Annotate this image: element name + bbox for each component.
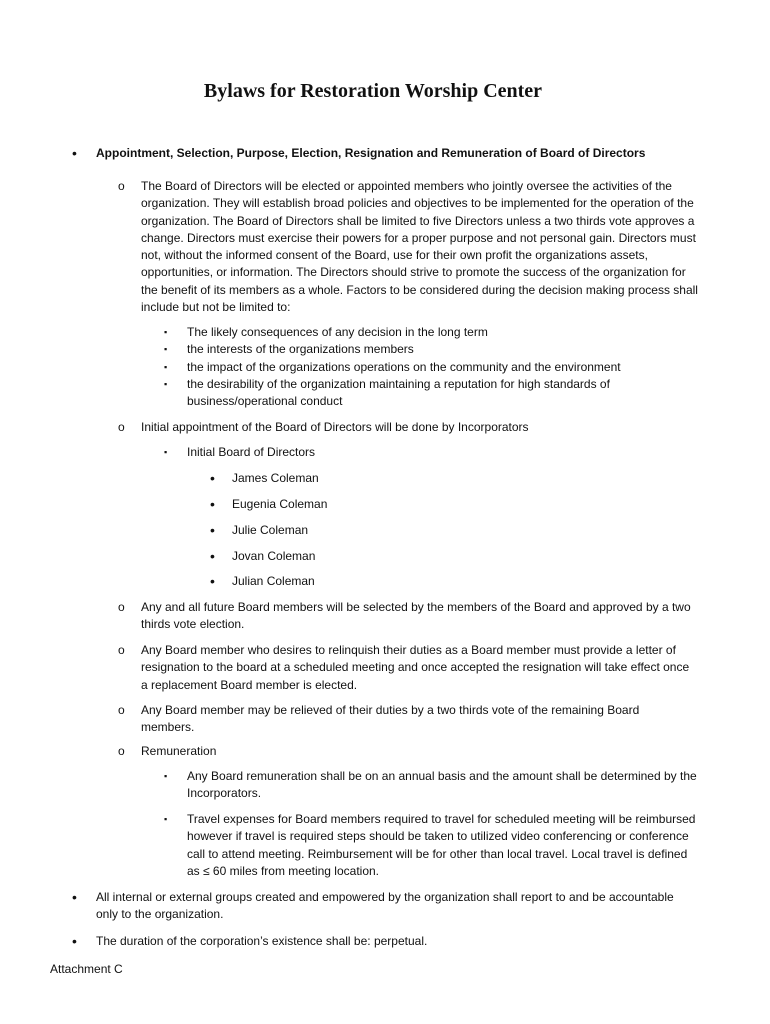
list-item: ▪ the interests of the organizations members xyxy=(187,341,699,358)
initial-appointment-text: Initial appointment of the Board of Directors will be done by Incorporators xyxy=(141,420,529,434)
bullet-marker: • xyxy=(210,470,215,486)
bullet-marker: • xyxy=(72,889,77,905)
remuneration-travel-text: Travel expenses for Board members required to travel for scheduled meeting will be reimbursed however if travel is required steps should be taken to utilized video conferencing or conference call to attend meeting. Reimbursement will be for other than local travel. Local travel is defined as ≤ 60 miles from meeting location. xyxy=(187,812,696,878)
square-marker: ▪ xyxy=(164,814,168,824)
director-name: Eugenia Coleman xyxy=(232,497,328,511)
circle-marker: o xyxy=(118,744,125,758)
bullet-marker: • xyxy=(210,496,215,512)
section-heading: Appointment, Selection, Purpose, Election, Resignation and Remuneration of Board of Directors xyxy=(96,146,646,160)
remuneration-annual-text: Any Board remuneration shall be on an annual basis and the amount shall be determined by the Incorporators. xyxy=(187,769,697,801)
bullet-marker: • xyxy=(72,933,77,949)
future-members-text: Any and all future Board members will be selected by the members of the Board and approved by a two thirds vote election. xyxy=(141,600,691,632)
square-marker: ▪ xyxy=(164,361,168,372)
list-item: ▪ the desirability of the organization maintaining a reputation for high standards of business/operational conduct xyxy=(164,376,610,409)
relieved-text: Any Board member may be relieved of their duties by a two thirds vote of the remaining Board members. xyxy=(141,703,640,735)
director-name: Jovan Coleman xyxy=(232,549,316,563)
factors-list xyxy=(164,324,699,410)
groups-accountability-text: All internal or external groups created and empowered by the organization shall report to and be accountable only to the organization. xyxy=(96,890,674,922)
square-marker: ▪ xyxy=(164,771,168,781)
corporation-duration-text: The duration of the corporation’s existence shall be: perpetual. xyxy=(96,934,428,948)
bullet-marker: • xyxy=(210,573,215,589)
resignation-text: Any Board member who desires to relinquish their duties as a Board member must provide a letter of resignation to the board at a scheduled meeting and once accepted the resignation will take effect once a replacement Board member is elected. xyxy=(141,643,690,692)
list-item: ▪ the impact of the organizations operations on the community and the environment xyxy=(187,359,699,376)
remuneration-label: Remuneration xyxy=(141,744,217,758)
bullet-marker: • xyxy=(210,522,215,538)
bullet-marker: • xyxy=(210,548,215,564)
director-name: James Coleman xyxy=(232,471,319,485)
circle-marker: o xyxy=(118,703,125,717)
director-name: Julie Coleman xyxy=(232,523,309,537)
page-footer: Attachment C xyxy=(50,962,123,976)
circle-marker: o xyxy=(118,420,125,434)
square-marker: ▪ xyxy=(164,378,168,389)
initial-board-label: Initial Board of Directors xyxy=(187,445,316,459)
board-description-paragraph: The Board of Directors will be elected or appointed members who jointly oversee the activities of the organization. They will establish broad policies and objectives to be implemented for the operation of the organization. The Board of Directors shall be limited to five Directors unless a two thirds vote approves a change. Directors must exercise their powers for a proper purpose and not personal gain. Directors must not, without the informed consent of the Board, use for their own profit the organizations assets, opportunities, or information. The Directors should strive to promote the success of the organization for the benefit of its members as a whole. Factors to be considered during the decision making process shall include but not be limited to: xyxy=(141,179,698,315)
page-title: Bylaws for Restoration Worship Center xyxy=(203,80,543,102)
circle-marker: o xyxy=(118,600,125,614)
circle-marker: o xyxy=(118,179,125,193)
bullet-marker: • xyxy=(72,145,77,161)
director-name: Julian Coleman xyxy=(232,574,315,588)
square-marker: ▪ xyxy=(164,447,168,457)
list-item: ▪ The likely consequences of any decision in the long term xyxy=(187,324,699,341)
circle-marker: o xyxy=(118,643,125,657)
square-marker: ▪ xyxy=(164,327,168,337)
square-marker: ▪ xyxy=(164,344,168,355)
